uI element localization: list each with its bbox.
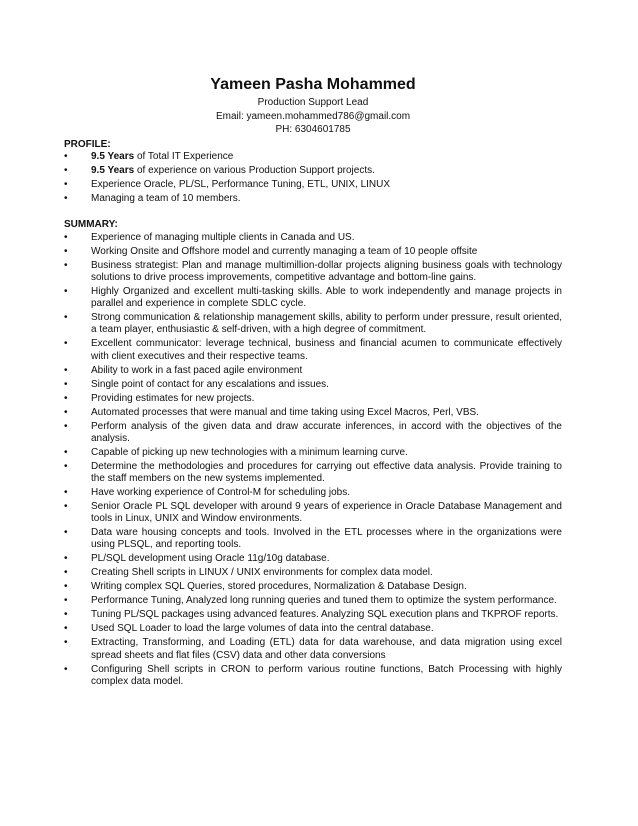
bullet-icon: • — [64, 165, 68, 176]
summary-item-text: Used SQL Loader to load the large volumes of data into the central database. — [91, 623, 434, 635]
summary-item-text: Capable of picking up new technologies with a minimum learning curve. — [91, 446, 408, 458]
summary-item-text: Creating Shell scripts in LINUX / UNIX environments for complex data model. — [91, 567, 433, 579]
summary-item-text: Determine the methodologies and procedures for carrying out effective data analysis. Provide training to the staff members on the new systems implemented. — [91, 460, 562, 484]
summary-item-text: Strong communication & relationship management skills, ability to perform under pressure, result oriented, a team player, enthusiastic & self-driven, with a high degree of commitment. — [91, 312, 562, 336]
summary-item — [64, 338, 562, 362]
bullet-icon: • — [64, 595, 68, 607]
summary-item-text: Automated processes that were manual and time taking using Excel Macros, Perl, VBS. — [91, 406, 479, 418]
resume-page — [64, 74, 562, 690]
summary-item — [64, 501, 562, 525]
bullet-icon: • — [64, 567, 68, 579]
profile-item-emphasis: 9.5 Years — [91, 151, 135, 162]
bullet-icon: • — [64, 406, 68, 418]
bullet-icon: • — [64, 338, 68, 350]
summary-item — [64, 312, 562, 336]
bullet-icon: • — [64, 420, 68, 432]
summary-item — [64, 567, 562, 579]
summary-item-text: Data ware housing concepts and tools. Involved in the ETL processes where in the organizations were using PLSQL, and reporting tools. — [91, 527, 562, 551]
bullet-icon: • — [64, 259, 68, 271]
summary-item-text: Extracting, Transforming, and Loading (ETL) data for data warehouse, and data migration using excel spread sheets and flat files (CSV) data and other data conversions — [91, 637, 562, 661]
summary-item-text: Performance Tuning, Analyzed long running queries and tuned them to optimize the system performance. — [91, 595, 557, 607]
summary-item-text: Writing complex SQL Queries, stored procedures, Normalization & Database Design. — [91, 581, 467, 593]
summary-item-text: Business strategist: Plan and manage multimillion-dollar projects aligning business goals with technology solutions to drive process improvements, competitive advantage and bottom-line gains. — [91, 259, 562, 283]
summary-item — [64, 379, 562, 391]
summary-item-text: Highly Organized and excellent multi-tasking skills. Able to work independently and manage projects in parallel and experience in complete SDLC cycle. — [91, 285, 562, 310]
bullet-icon: • — [64, 151, 68, 162]
summary-item — [64, 365, 562, 377]
summary-item — [64, 595, 562, 607]
bullet-icon: • — [64, 392, 68, 404]
summary-item-text: Have working experience of Control-M for scheduling jobs. — [91, 486, 351, 498]
profile-item-text: Managing a team of 10 members. — [91, 193, 241, 204]
bullet-icon: • — [64, 193, 68, 204]
job-title: Production Support Lead — [257, 97, 369, 108]
summary-item-text: PL/SQL development using Oracle 11g/10g database. — [91, 553, 330, 565]
bullet-icon: • — [64, 553, 68, 565]
bullet-icon: • — [64, 527, 68, 539]
bullet-icon: • — [64, 609, 68, 621]
summary-item-text: Perform analysis of the given data and draw accurate inferences, in accord with the objectives of the analysis. — [91, 420, 562, 444]
bullet-icon: • — [64, 312, 68, 324]
bullet-icon: • — [64, 245, 68, 257]
phone-line: PH: 6304601785 — [275, 124, 351, 135]
summary-item-text: Excellent communicator: leverage technical, business and financial acumen to communicate effectively with client executives and their respective teams. — [91, 338, 562, 362]
summary-item — [64, 581, 562, 593]
email-line: Email: yameen.mohammed786@gmail.com — [215, 110, 411, 122]
summary-item — [64, 461, 562, 485]
summary-item-text: Tuning PL/SQL packages using advanced features. Analyzing SQL execution plans and TKPROF reports. — [91, 609, 559, 621]
bullet-icon: • — [64, 663, 68, 675]
summary-item-text: Senior Oracle PL SQL developer with around 9 years of experience in Oracle Database Management and tools in Linux, UNIX and Window environments. — [91, 500, 562, 525]
bullet-icon: • — [64, 285, 68, 297]
summary-item-text: Single point of contact for any escalations and issues. — [91, 378, 329, 390]
summary-item — [64, 421, 562, 445]
profile-item-text: of Total IT Experience — [134, 151, 234, 162]
summary-item — [64, 232, 562, 244]
profile-item-text: of experience on various Production Support projects. — [134, 165, 375, 176]
summary-item — [64, 609, 562, 621]
profile-list — [64, 151, 562, 205]
bullet-icon: • — [64, 231, 68, 243]
summary-item-text: Configuring Shell scripts in CRON to perform various routine functions, Batch Processing with highly complex data model. — [91, 663, 562, 687]
bullet-icon: • — [64, 637, 68, 649]
bullet-icon: • — [64, 460, 68, 472]
summary-item — [64, 286, 562, 310]
profile-item — [64, 165, 562, 177]
profile-item — [64, 179, 562, 191]
summary-item-text: Experience of managing multiple clients in Canada and US. — [91, 231, 355, 243]
summary-item-text: Ability to work in a fast paced agile environment — [91, 364, 303, 376]
bullet-icon: • — [64, 179, 68, 190]
summary-item — [64, 637, 562, 661]
summary-item — [64, 407, 562, 419]
summary-heading: SUMMARY: — [64, 219, 118, 231]
summary-item — [64, 623, 562, 635]
profile-item-text: Experience Oracle, PL/SL, Performance Tuning, ETL, UNIX, LINUX — [91, 179, 391, 190]
bullet-icon: • — [64, 581, 68, 593]
summary-item — [64, 527, 562, 551]
bullet-icon: • — [64, 500, 68, 512]
summary-item — [64, 553, 562, 565]
summary-item — [64, 246, 562, 258]
candidate-name: Yameen Pasha Mohammed — [210, 76, 416, 93]
bullet-icon: • — [64, 486, 68, 498]
summary-item — [64, 487, 562, 499]
resume-header — [64, 74, 562, 137]
profile-heading: PROFILE: — [64, 138, 111, 150]
bullet-icon: • — [64, 446, 68, 458]
profile-item — [64, 193, 562, 205]
summary-item — [64, 664, 562, 688]
summary-item-text: Working Onsite and Offshore model and currently managing a team of 10 people offsite — [91, 245, 478, 257]
bullet-icon: • — [64, 364, 68, 376]
bullet-icon: • — [64, 623, 68, 635]
summary-item-text: Providing estimates for new projects. — [91, 392, 255, 404]
profile-item — [64, 151, 562, 163]
summary-item — [64, 260, 562, 284]
summary-list — [64, 232, 562, 688]
summary-item — [64, 393, 562, 405]
profile-item-emphasis: 9.5 Years — [91, 165, 135, 176]
summary-item — [64, 447, 562, 459]
bullet-icon: • — [64, 378, 68, 390]
